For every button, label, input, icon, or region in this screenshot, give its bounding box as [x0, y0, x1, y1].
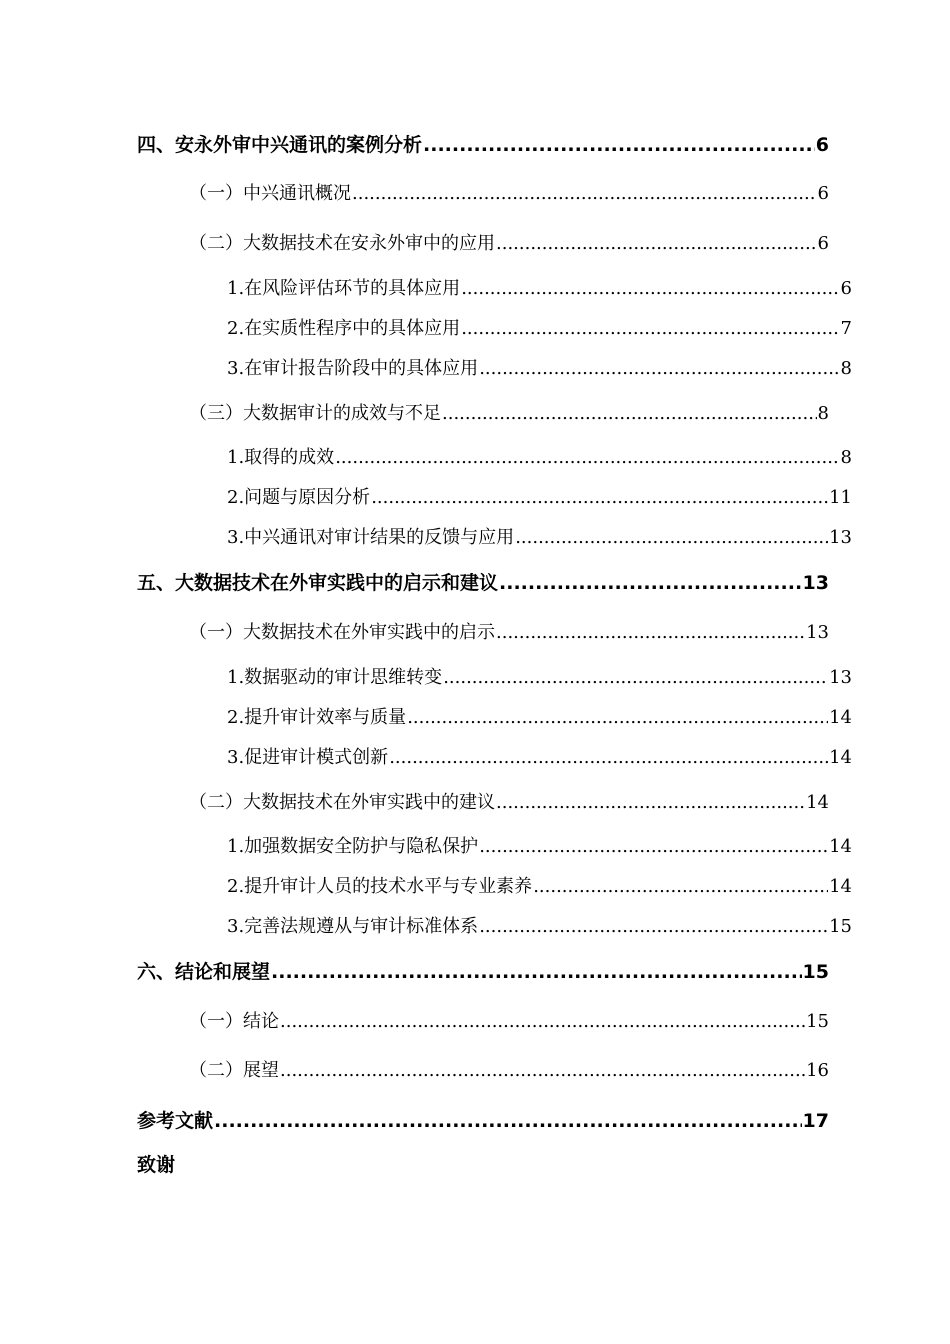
toc-entry-page: 6: [817, 233, 829, 254]
toc-entry-page: 16: [806, 1060, 829, 1081]
toc-leader-dots: [479, 358, 839, 379]
toc-entry-level3[interactable]: [227, 274, 852, 300]
toc-entry-page: 11: [829, 487, 852, 508]
toc-entry-title: 1.在风险评估环节的具体应用: [227, 278, 461, 299]
toc-entry-title: （一）中兴通讯概况: [189, 183, 351, 204]
toc-entry-page: 14: [829, 747, 852, 768]
toc-entry-title: 3.促进审计模式创新: [227, 747, 389, 768]
toc-entry-page: 14: [806, 792, 829, 813]
toc-entry-page: 13: [802, 572, 829, 594]
toc-entry-title: 1.数据驱动的审计思维转变: [227, 667, 443, 688]
toc-entry-title: 3.完善法规遵从与审计标准体系: [227, 916, 479, 937]
toc-entry-level3[interactable]: [227, 872, 852, 898]
toc-entry-page: 14: [829, 707, 852, 728]
toc-entry-level3[interactable]: [227, 663, 852, 689]
toc-entry-page: 8: [840, 358, 852, 379]
toc-leader-dots: [533, 876, 828, 897]
toc-entry-title: 3.中兴通讯对审计结果的反馈与应用: [227, 527, 515, 548]
toc-leader-dots: [479, 836, 828, 857]
toc-entry-level2[interactable]: [189, 1056, 829, 1082]
toc-entry-level2[interactable]: [189, 1007, 829, 1033]
toc-entry-level3[interactable]: [227, 912, 852, 938]
toc-entry-level2[interactable]: [189, 618, 829, 644]
toc-entry-page: 13: [806, 622, 829, 643]
toc-entry-level2[interactable]: [189, 399, 829, 425]
toc-leader-dots: [461, 278, 839, 299]
toc-entry-level1[interactable]: [137, 957, 829, 984]
toc-entry-level2[interactable]: [189, 229, 829, 255]
toc-leader-dots: [407, 707, 828, 728]
toc-entry-title: （一）结论: [189, 1011, 279, 1032]
toc-entry-title: 六、结论和展望: [137, 961, 271, 983]
toc-entry-page: 8: [817, 403, 829, 424]
toc-entry-level3[interactable]: [227, 832, 852, 858]
toc-entry-acknowledgements[interactable]: 致谢: [137, 1154, 176, 1176]
toc-entry-page: 6: [815, 134, 829, 156]
toc-entry-page: 13: [829, 527, 852, 548]
toc-entry-title: 1.加强数据安全防护与隐私保护: [227, 836, 479, 857]
toc-entry-level3[interactable]: [227, 314, 852, 340]
toc-entry-level1[interactable]: [137, 130, 829, 157]
toc-entry-level1[interactable]: [137, 1106, 829, 1133]
toc-entry-page: 13: [829, 667, 852, 688]
toc-entry-page: 8: [840, 447, 852, 468]
toc-entry-level3[interactable]: [227, 743, 852, 769]
toc-entry-title: 3.在审计报告阶段中的具体应用: [227, 358, 479, 379]
toc-entry-level2[interactable]: [189, 788, 829, 814]
toc-entry-level3[interactable]: [227, 703, 852, 729]
toc-entry-title: 2.提升审计效率与质量: [227, 707, 407, 728]
toc-entry-page: 6: [840, 278, 852, 299]
toc-leader-dots: [423, 134, 815, 156]
toc-leader-dots: [515, 527, 828, 548]
toc-entry-level3[interactable]: [227, 354, 852, 380]
toc-leader-dots: [443, 667, 828, 688]
toc-entry-title: 2.在实质性程序中的具体应用: [227, 318, 461, 339]
toc-entry-title: 1.取得的成效: [227, 447, 335, 468]
toc-entry-page: 6: [817, 183, 829, 204]
toc-entry-title: （二）展望: [189, 1060, 279, 1081]
toc-entry-title: 五、大数据技术在外审实践中的启示和建议: [137, 572, 499, 594]
toc-leader-dots: [352, 183, 817, 204]
toc-entry-title: （一）大数据技术在外审实践中的启示: [189, 622, 495, 643]
toc-entry-level3[interactable]: [227, 523, 852, 549]
toc-entry-level1[interactable]: [137, 568, 829, 595]
toc-leader-dots: [280, 1060, 805, 1081]
toc-leader-dots: [271, 961, 802, 983]
toc-entry-title: 2.提升审计人员的技术水平与专业素养: [227, 876, 533, 897]
toc-entry-page: 15: [802, 961, 829, 983]
toc-leader-dots: [280, 1011, 805, 1032]
toc-leader-dots: [214, 1110, 802, 1132]
toc-entry-title: 四、安永外审中兴通讯的案例分析: [137, 134, 423, 156]
toc-entry-page: 17: [802, 1110, 829, 1132]
toc-leader-dots: [496, 622, 805, 643]
toc-entry-page: 14: [829, 836, 852, 857]
toc-leader-dots: [499, 572, 802, 594]
toc-entry-page: 15: [829, 916, 852, 937]
toc-leader-dots: [496, 792, 805, 813]
toc-entry-page: 15: [806, 1011, 829, 1032]
toc-entry-title: （二）大数据技术在安永外审中的应用: [189, 233, 495, 254]
toc-entry-level2[interactable]: [189, 179, 829, 205]
toc-leader-dots: [461, 318, 839, 339]
toc-entry-page: 14: [829, 876, 852, 897]
toc-entry-title: 参考文献: [137, 1110, 214, 1132]
toc-leader-dots: [371, 487, 828, 508]
toc-leader-dots: [389, 747, 828, 768]
toc-entry-level3[interactable]: [227, 483, 852, 509]
toc-entry-title: （三）大数据审计的成效与不足: [189, 403, 441, 424]
toc-entry-title: 2.问题与原因分析: [227, 487, 371, 508]
toc-entry-title: （二）大数据技术在外审实践中的建议: [189, 792, 495, 813]
toc-leader-dots: [479, 916, 828, 937]
toc-leader-dots: [442, 403, 817, 424]
toc-entry-page: 7: [840, 318, 852, 339]
toc-leader-dots: [496, 233, 817, 254]
toc-leader-dots: [335, 447, 839, 468]
toc-entry-level3[interactable]: [227, 443, 852, 469]
